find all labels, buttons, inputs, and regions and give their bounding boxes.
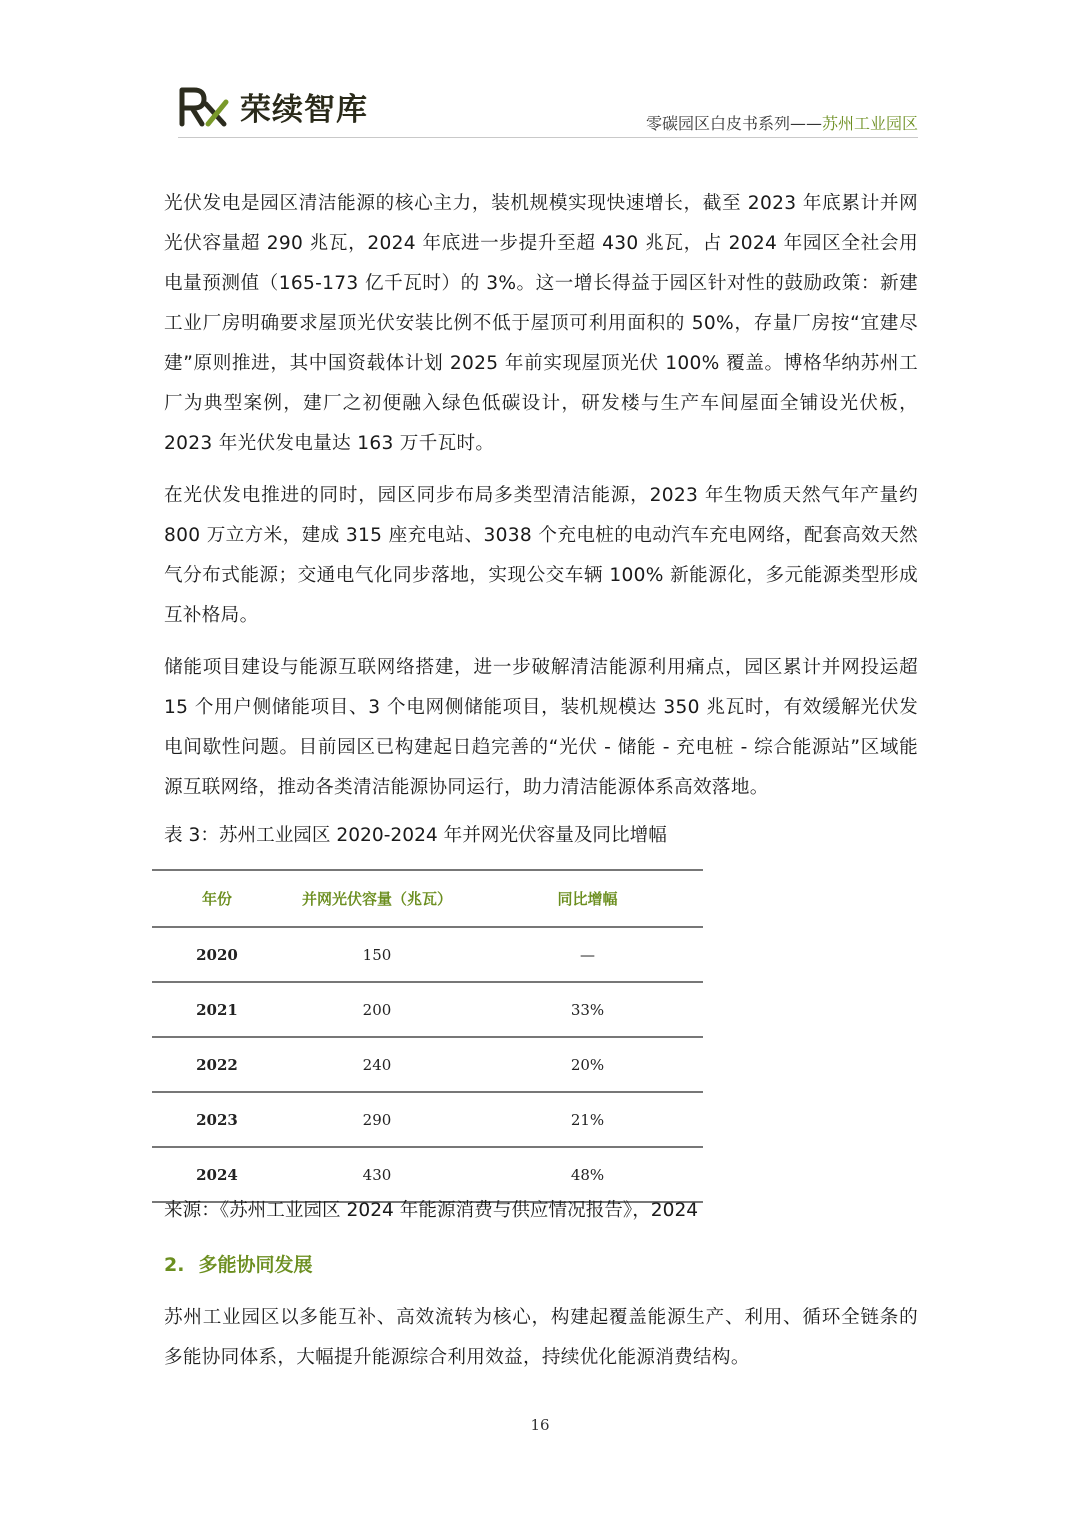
series-title [646,111,918,134]
header-divider [178,137,918,138]
paragraph-storage: 储能项目建设与能源互联网络搭建，进一步破解清洁能源利用痛点，园区累计并网投运超 15 个用户侧储能项目、3 个电网侧储能项目，装机规模达 350 兆瓦时，有效缓解光伏发电间歇性问题。目前园区已构建起日趋完善的“光伏 - 储能 - 充电桩 - 综合能源站”区域能源互联网络，推动各类清洁能源协同运行，助力清洁能源体系高效落地。 [164,657,918,798]
brand-logo [178,84,368,129]
cell-capacity: 150 [282,927,472,982]
cell-capacity: 430 [282,1147,472,1202]
brand-name: 荣续智库 [240,92,368,128]
table-caption: 表 3：苏州工业园区 2020-2024 年并网光伏容量及同比增幅 [164,825,667,846]
cell-year: 2024 [152,1147,282,1202]
rx-logo-icon [178,86,232,128]
cell-growth: — [472,927,703,982]
table-row [152,1092,703,1147]
cell-year: 2023 [152,1092,282,1147]
cell-year: 2020 [152,927,282,982]
table-row [152,1037,703,1092]
cell-growth: 20% [472,1037,703,1092]
cell-growth: 33% [472,982,703,1037]
table-row [152,1147,703,1202]
cell-growth: 21% [472,1092,703,1147]
paragraph-clean-energy: 在光伏发电推进的同时，园区同步布局多类型清洁能源，2023 年生物质天然气年产量约 800 万立方米，建成 315 座充电站、3038 个充电桩的电动汽车充电网络，配套高效天然气分布式能源；交通电气化同步落地，实现公交车辆 100% 新能源化，多元能源类型形成互补格局。 [164,485,918,626]
cell-capacity: 290 [282,1092,472,1147]
header-capacity: 并网光伏容量（兆瓦） [282,870,472,927]
paragraph-multi-energy: 苏州工业园区以多能互补、高效流转为核心，构建起覆盖能源生产、利用、循环全链条的多能协同体系，大幅提升能源综合利用效益，持续优化能源消费结构。 [164,1307,918,1368]
header-year: 年份 [152,870,282,927]
section-title-text: 多能协同发展 [198,1254,313,1276]
cell-capacity: 200 [282,982,472,1037]
paragraph-solar: 光伏发电是园区清洁能源的核心主力，装机规模实现快速增长，截至 2023 年底累计并网光伏容量超 290 兆瓦，2024 年底进一步提升至超 430 兆瓦，占 2024 年园区全社会用电量预测值（165-173 亿千瓦时）的 3%。这一增长得益于园区针对性的鼓励政策：新建工业厂房明确要求屋顶光伏安装比例不低于屋顶可利用面积的 50%，存量厂房按“宜建尽建”原则推进，其中国资载体计划 2025 年前实现屋顶光伏 100% 覆盖。博格华纳苏州工厂为典型案例，建厂之初便融入绿色低碳设计，研发楼与生产车间屋面全铺设光伏板，2023 年光伏发电量达 163 万千瓦时。 [164,193,919,454]
table-source: 来源：《苏州工业园区 2024 年能源消费与供应情况报告》，2024 [164,1200,699,1221]
section-heading [164,1250,312,1277]
series-prefix: 零碳园区白皮书系列—— [645,114,822,133]
table-row [152,982,703,1037]
table-header-row [152,870,703,927]
cell-growth: 48% [472,1147,703,1202]
series-highlight: 苏州工业园区 [821,114,918,133]
section-number: 2. [164,1254,185,1276]
header-growth: 同比增幅 [472,870,703,927]
cell-year: 2022 [152,1037,282,1092]
body-content [164,184,918,852]
cell-capacity: 240 [282,1037,472,1092]
pv-capacity-table [152,869,703,1203]
cell-year: 2021 [152,982,282,1037]
page-number: 16 [530,1416,550,1434]
table-row [152,927,703,982]
